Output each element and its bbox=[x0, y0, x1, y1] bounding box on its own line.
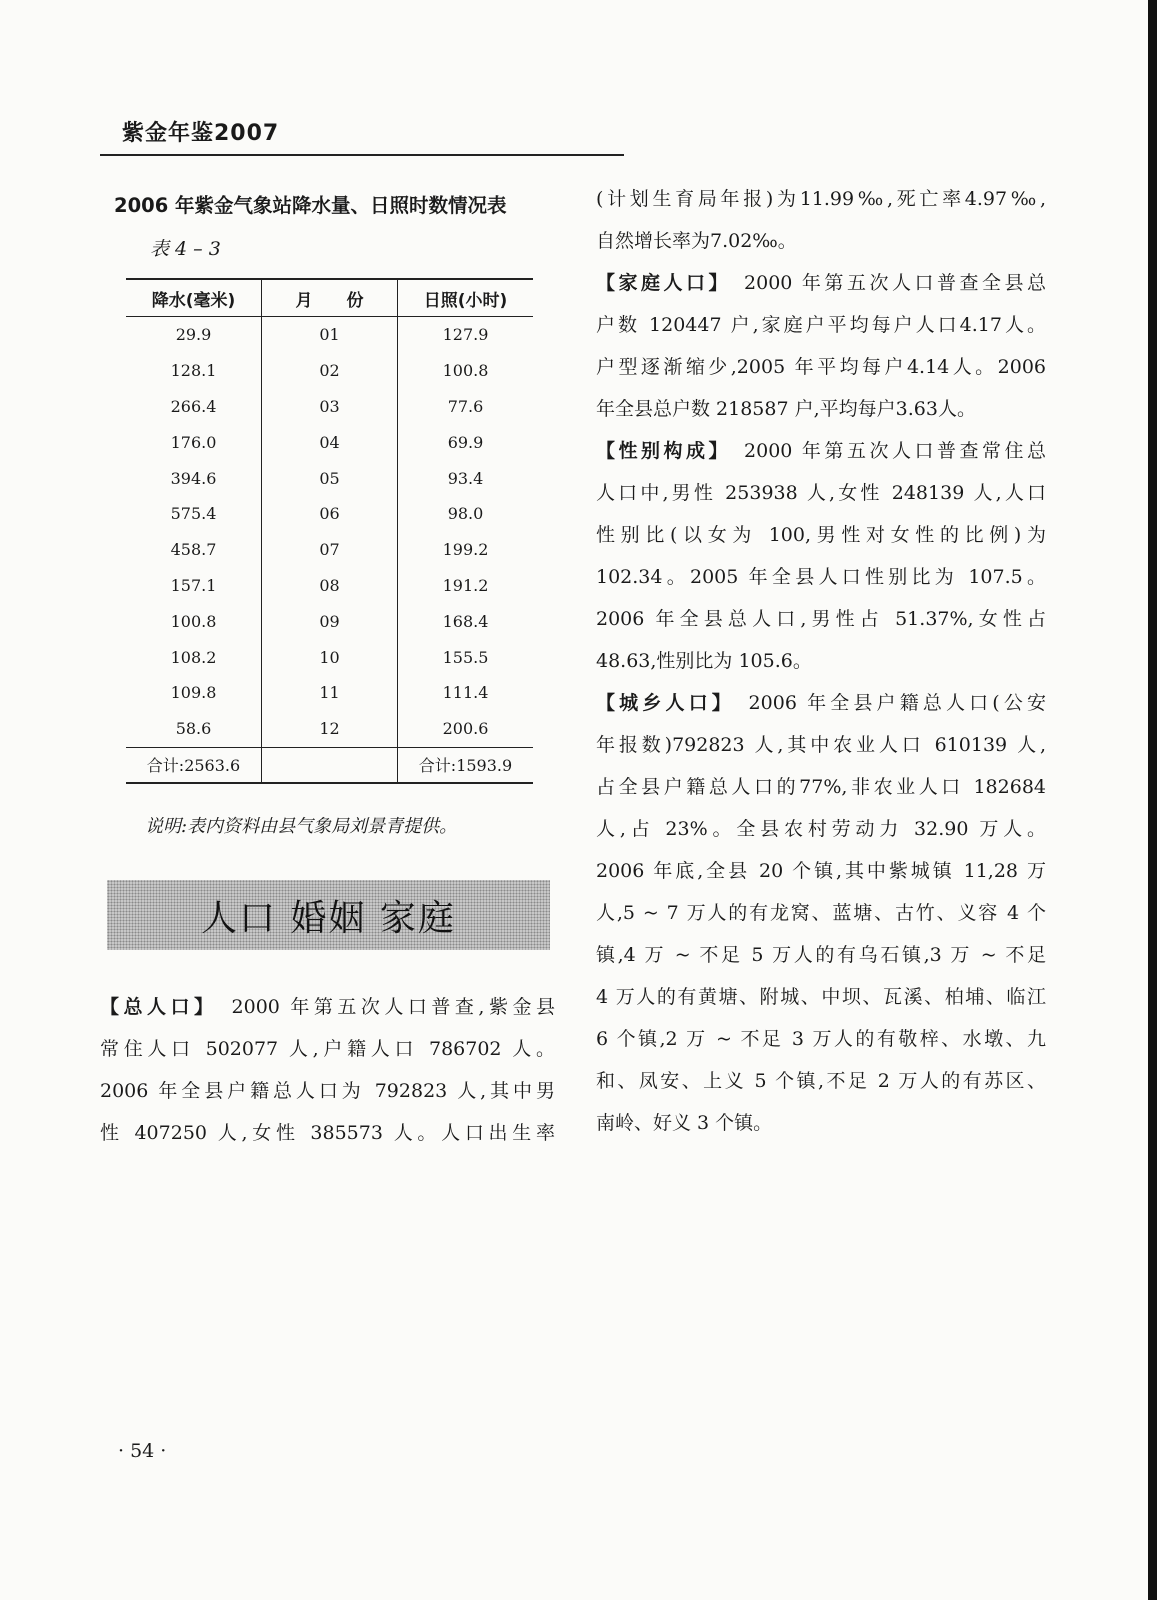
sunshine-cell: 93.4 bbox=[447, 468, 484, 488]
paragraph-line: 2000 年第五次人口普查全县总 bbox=[721, 272, 1046, 294]
precipitation-cell: 109.8 bbox=[170, 683, 217, 703]
precipitation-cell: 108.2 bbox=[170, 647, 217, 667]
right-column bbox=[596, 178, 1046, 1144]
month-cell: 07 bbox=[262, 532, 398, 568]
paragraph-line: 2006 年全县总人口,男性占 51.37%,女性占 bbox=[596, 608, 1046, 630]
table-row bbox=[126, 711, 533, 747]
precipitation-cell: 394.6 bbox=[170, 468, 217, 488]
table-row bbox=[126, 603, 533, 639]
running-header: 紫金年鉴2007 bbox=[122, 121, 280, 146]
section-banner bbox=[107, 880, 550, 950]
month-cell: 06 bbox=[262, 496, 398, 532]
paragraph-line: 占全县户籍总人口的77%,非农业人口 182684 bbox=[596, 776, 1046, 798]
table-row bbox=[126, 460, 533, 496]
paragraph-line: 性别比(以女为 100,男性对女性的比例)为 bbox=[596, 524, 1046, 546]
month-cell: 09 bbox=[262, 603, 398, 639]
table-row bbox=[126, 496, 533, 532]
month-cell: 12 bbox=[262, 711, 398, 747]
paragraph-line: 人口中,男性 253938 人,女性 248139 人,人口 bbox=[596, 482, 1046, 504]
page-number: · 54 · bbox=[118, 1440, 167, 1462]
sunshine-cell: 98.0 bbox=[447, 504, 484, 524]
sunshine-cell: 69.9 bbox=[447, 432, 484, 452]
table-row bbox=[126, 532, 533, 568]
paragraph-urban-rural bbox=[596, 682, 1046, 1144]
precipitation-cell: 100.8 bbox=[170, 611, 217, 631]
month-cell: 05 bbox=[262, 460, 398, 496]
paragraph-line: (计划生育局年报)为11.99‰,死亡率4.97‰, bbox=[596, 188, 1046, 210]
table-row bbox=[126, 675, 533, 711]
sunshine-cell: 168.4 bbox=[442, 611, 489, 631]
paragraph-label: 【性别构成】 bbox=[596, 440, 722, 462]
precipitation-cell: 157.1 bbox=[170, 575, 217, 595]
paragraph-continuation bbox=[596, 178, 1046, 262]
sunshine-cell: 127.9 bbox=[442, 325, 489, 345]
table-row bbox=[126, 639, 533, 675]
month-cell: 03 bbox=[262, 389, 398, 425]
table-row bbox=[126, 353, 533, 389]
paragraph-line: 年报数)792823 人,其中农业人口 610139 人, bbox=[596, 734, 1046, 756]
table-header-row bbox=[126, 279, 533, 317]
precipitation-cell: 176.0 bbox=[170, 432, 217, 452]
paragraph-line: 户数 120447 户,家庭户平均每户人口4.17人。 bbox=[596, 314, 1046, 336]
paragraph-line: 性 407250 人,女性 385573 人。人口出生率 bbox=[100, 1122, 555, 1144]
precipitation-cell: 29.9 bbox=[175, 325, 212, 345]
paragraph-line: 102.34。2005 年全县人口性别比为 107.5。 bbox=[596, 566, 1046, 588]
month-cell: 08 bbox=[262, 568, 398, 604]
paragraph-label: 【城乡人口】 bbox=[596, 692, 726, 714]
sunshine-cell: 200.6 bbox=[442, 719, 489, 739]
table-row bbox=[126, 424, 533, 460]
month-cell: 01 bbox=[262, 317, 398, 353]
precipitation-cell: 458.7 bbox=[170, 540, 217, 560]
paragraph-line: 2006 年全县户籍总人口为 792823 人,其中男 bbox=[100, 1080, 555, 1102]
section-title: 人口 婚姻 家庭 bbox=[201, 897, 456, 939]
paragraph-line: 6 个镇,2 万 ~ 不足 3 万人的有敬梓、水墩、九 bbox=[596, 1028, 1046, 1050]
precipitation-cell: 266.4 bbox=[170, 396, 217, 416]
column-header-sunshine: 日照(小时) bbox=[398, 279, 534, 317]
paragraph-family-population bbox=[596, 262, 1046, 430]
paragraph-label: 【总人口】 bbox=[100, 996, 209, 1018]
paragraph-line: 48.63,性别比为 105.6。 bbox=[596, 650, 812, 672]
paragraph-line: 2000 年第五次人口普查,紫金县 bbox=[208, 996, 555, 1018]
paragraph-line: 人,占 23%。全县农村劳动力 32.90 万人。 bbox=[596, 818, 1046, 840]
table-row bbox=[126, 317, 533, 353]
header-rule bbox=[100, 154, 624, 156]
paragraph-line: 2006 年全县户籍总人口(公安 bbox=[725, 692, 1046, 714]
table-row bbox=[126, 389, 533, 425]
month-cell: 04 bbox=[262, 424, 398, 460]
paragraph-line: 4 万人的有黄塘、附城、中坝、瓦溪、柏埔、临江 bbox=[596, 986, 1046, 1008]
sunshine-cell: 100.8 bbox=[442, 361, 489, 381]
month-cell: 10 bbox=[262, 639, 398, 675]
sunshine-cell: 155.5 bbox=[442, 647, 489, 667]
sunshine-cell: 191.2 bbox=[442, 575, 489, 595]
paragraph-line: 2000 年第五次人口普查常住总 bbox=[721, 440, 1046, 462]
scan-edge bbox=[1148, 0, 1157, 1600]
table-note: 说明:表内资料由县气象局刘景青提供。 bbox=[145, 816, 458, 837]
paragraph-gender bbox=[596, 430, 1046, 682]
paragraph-line: 自然增长率为7.02‰。 bbox=[596, 230, 797, 252]
paragraph-line: 常住人口 502077 人,户籍人口 786702 人。 bbox=[100, 1038, 555, 1060]
month-cell: 02 bbox=[262, 353, 398, 389]
precipitation-cell: 575.4 bbox=[170, 504, 217, 524]
paragraph-line: 2006 年底,全县 20 个镇,其中紫城镇 11,28 万 bbox=[596, 860, 1046, 882]
sunshine-cell: 199.2 bbox=[442, 540, 489, 560]
sunshine-cell: 77.6 bbox=[447, 396, 484, 416]
paragraph-label: 【家庭人口】 bbox=[596, 272, 722, 294]
paragraph-line: 和、凤安、上义 5 个镇,不足 2 万人的有苏区、 bbox=[596, 1070, 1046, 1092]
paragraph-line: 人,5 ~ 7 万人的有龙窝、蓝塘、古竹、义容 4 个 bbox=[596, 902, 1046, 924]
paragraph-line: 南岭、好义 3 个镇。 bbox=[596, 1112, 773, 1134]
column-header-month: 月 份 bbox=[262, 279, 398, 317]
precipitation-cell: 58.6 bbox=[175, 719, 212, 739]
table-row bbox=[126, 568, 533, 604]
weather-table bbox=[126, 278, 533, 784]
paragraph-line: 年全县总户数 218587 户,平均每户3.63人。 bbox=[596, 398, 976, 420]
table-number: 表 4 – 3 bbox=[150, 238, 221, 260]
column-header-precipitation: 降水(毫米) bbox=[126, 279, 262, 317]
paragraph-line: 镇,4 万 ~ 不足 5 万人的有乌石镇,3 万 ~ 不足 bbox=[596, 944, 1046, 966]
precipitation-total: 合计:2563.6 bbox=[126, 747, 262, 783]
precipitation-cell: 128.1 bbox=[170, 361, 217, 381]
paragraph-total-population bbox=[100, 986, 555, 1154]
paragraph-line: 户型逐渐缩少,2005 年平均每户4.14人。2006 bbox=[596, 356, 1046, 378]
sunshine-cell: 111.4 bbox=[442, 683, 489, 703]
sunshine-total: 合计:1593.9 bbox=[398, 747, 534, 783]
month-cell: 11 bbox=[262, 675, 398, 711]
table-total-row bbox=[126, 747, 533, 783]
month-total-empty bbox=[262, 747, 398, 783]
table-title: 2006 年紫金气象站降水量、日照时数情况表 bbox=[114, 194, 507, 217]
